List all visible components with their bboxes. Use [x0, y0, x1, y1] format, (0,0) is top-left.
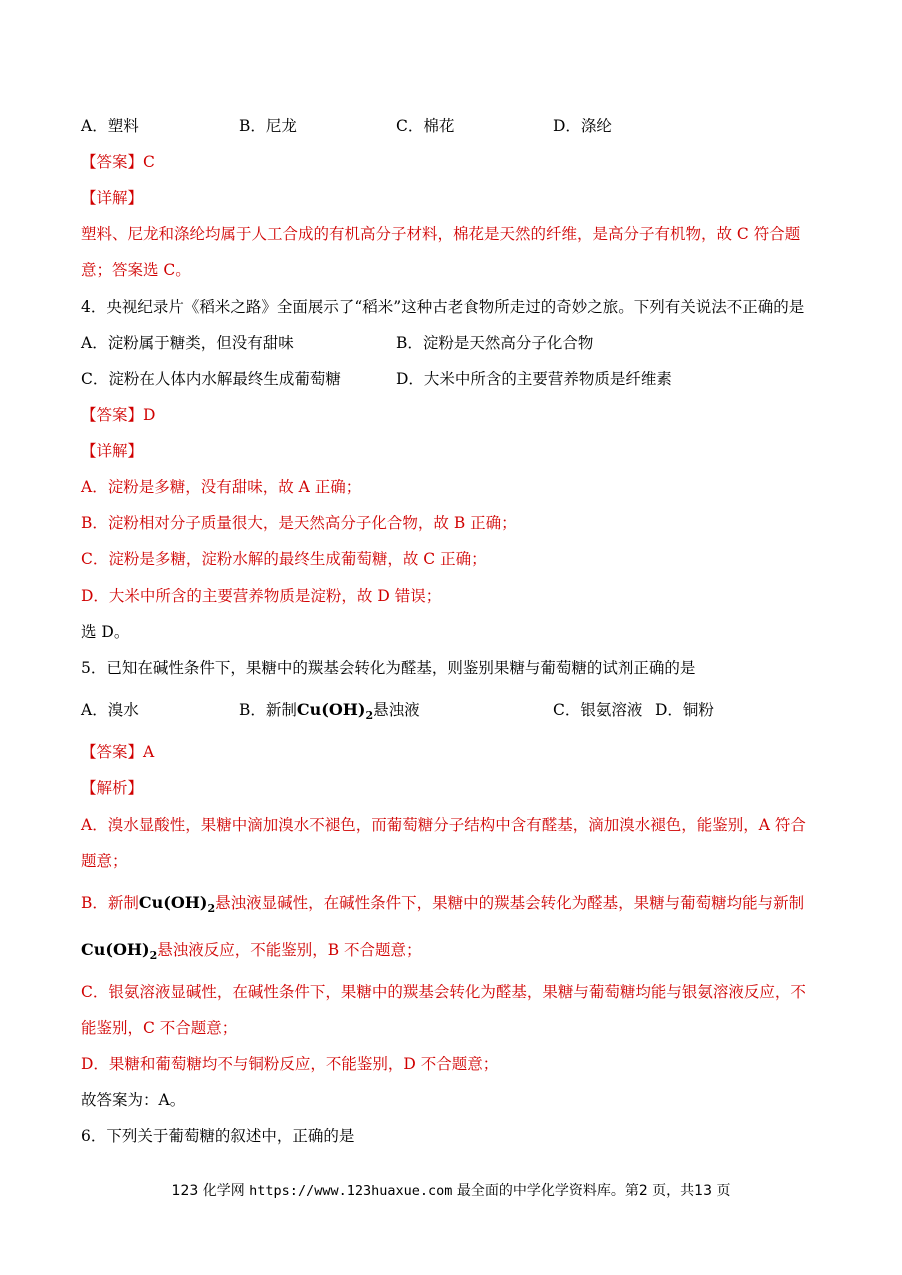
q5-answer: 【答案】A: [81, 743, 155, 761]
q5-analysis-b-prefix: B．新制: [81, 894, 139, 912]
q3-option-b: B．尼龙: [239, 117, 297, 135]
q4-detail-c: C．淀粉是多糖，淀粉水解的最终生成葡萄糖，故 C 正确；: [81, 550, 487, 568]
q6-question: 6．下列关于葡萄糖的叙述中，正确的是: [81, 1127, 355, 1145]
footer-site-link[interactable]: https://www.123huaxue.com: [249, 1183, 453, 1199]
formula-main: Cu(OH): [296, 700, 366, 719]
q5-analysis-b-formula: [138, 893, 216, 915]
formula-subscript: 2: [149, 949, 158, 962]
footer-prefix: 123 化学网: [171, 1183, 245, 1199]
q5-analysis-c-1: C．银氨溶液显碱性，在碱性条件下，果糖中的羰基会转化为醛基，果糖与葡萄糖均能与银氨溶液反应，不: [81, 983, 806, 1001]
q5-analysis-d: D．果糖和葡萄糖均不与铜粉反应，不能鉴别，D 不合题意；: [81, 1055, 499, 1073]
q5-analysis-b-suffix: 悬浊液显碱性，在碱性条件下，果糖中的羰基会转化为醛基，果糖与葡萄糖均能与新制: [215, 894, 805, 912]
q4-option-b: B．淀粉是天然高分子化合物: [396, 334, 594, 352]
q3-detail-line-2: 意；答案选 C。: [81, 261, 191, 279]
q4-detail-d: D．大米中所含的主要营养物质是淀粉，故 D 错误；: [81, 587, 442, 605]
q5-option-b-formula: [296, 700, 374, 722]
q4-detail-label: 【详解】: [81, 442, 144, 460]
formula-main: Cu(OH): [81, 940, 150, 959]
formula-subscript: 2: [207, 902, 216, 915]
q3-detail-label: 【详解】: [81, 189, 144, 207]
q5-analysis-label: 【解析】: [81, 779, 144, 797]
q4-option-a: A．淀粉属于糖类，但没有甜味: [81, 334, 294, 352]
q5-question: 5．已知在碱性条件下，果糖中的羰基会转化为醛基，则鉴别果糖与葡萄糖的试剂正确的是: [81, 659, 696, 677]
q5-option-b: [239, 700, 420, 726]
q4-option-c: C．淀粉在人体内水解最终生成葡萄糖: [81, 370, 341, 388]
q5-analysis-b2-formula: [81, 940, 158, 962]
q3-option-a: A．塑料: [81, 117, 139, 135]
q5-analysis-b-2: [81, 940, 422, 966]
q5-option-b-prefix: B．新制: [239, 701, 297, 719]
q5-option-a: A．溴水: [81, 701, 139, 719]
q3-option-d: D．涤纶: [553, 117, 612, 135]
q5-analysis-c-2: 能鉴别，C 不合题意；: [81, 1019, 238, 1037]
q5-option-d: D．铜粉: [655, 701, 714, 719]
q5-analysis-b2-suffix: 悬浊液反应，不能鉴别，B 不合题意；: [157, 941, 422, 959]
q5-analysis-a-2: 题意；: [81, 852, 128, 870]
q3-answer: 【答案】C: [81, 153, 155, 171]
footer-suffix: 最全面的中学化学资料库。第2 页，共13 页: [456, 1183, 731, 1199]
q4-detail-a: A．淀粉是多糖，没有甜味，故 A 正确；: [81, 478, 362, 496]
q4-conclusion: 选 D。: [81, 623, 130, 641]
q5-option-b-suffix: 悬浊液: [373, 701, 420, 719]
q5-option-c: C．银氨溶液: [553, 701, 643, 719]
q4-detail-b: B．淀粉相对分子质量很大，是天然高分子化合物，故 B 正确；: [81, 514, 517, 532]
formula-subscript: 2: [365, 709, 374, 722]
q5-conclusion: 故答案为：A。: [81, 1091, 186, 1109]
page-footer: [0, 1180, 902, 1200]
q4-answer: 【答案】D: [81, 406, 156, 424]
q4-option-d: D．大米中所含的主要营养物质是纤维素: [396, 370, 672, 388]
q5-analysis-b-1: [81, 893, 804, 919]
q5-analysis-a-1: A．溴水显酸性，果糖中滴加溴水不褪色，而葡萄糖分子结构中含有醛基，滴加溴水褪色，能鉴别，A 符合: [81, 816, 806, 834]
q4-question: 4．央视纪录片《稻米之路》全面展示了“稻米”这种古老食物所走过的奇妙之旅。下列有关说法不正确的是: [81, 298, 805, 316]
q3-option-c: C．棉花: [396, 117, 455, 135]
q3-detail-line-1: 塑料、尼龙和涤纶均属于人工合成的有机高分子材料，棉花是天然的纤维，是高分子有机物，故 C 符合题: [81, 225, 801, 243]
formula-main: Cu(OH): [138, 893, 208, 912]
